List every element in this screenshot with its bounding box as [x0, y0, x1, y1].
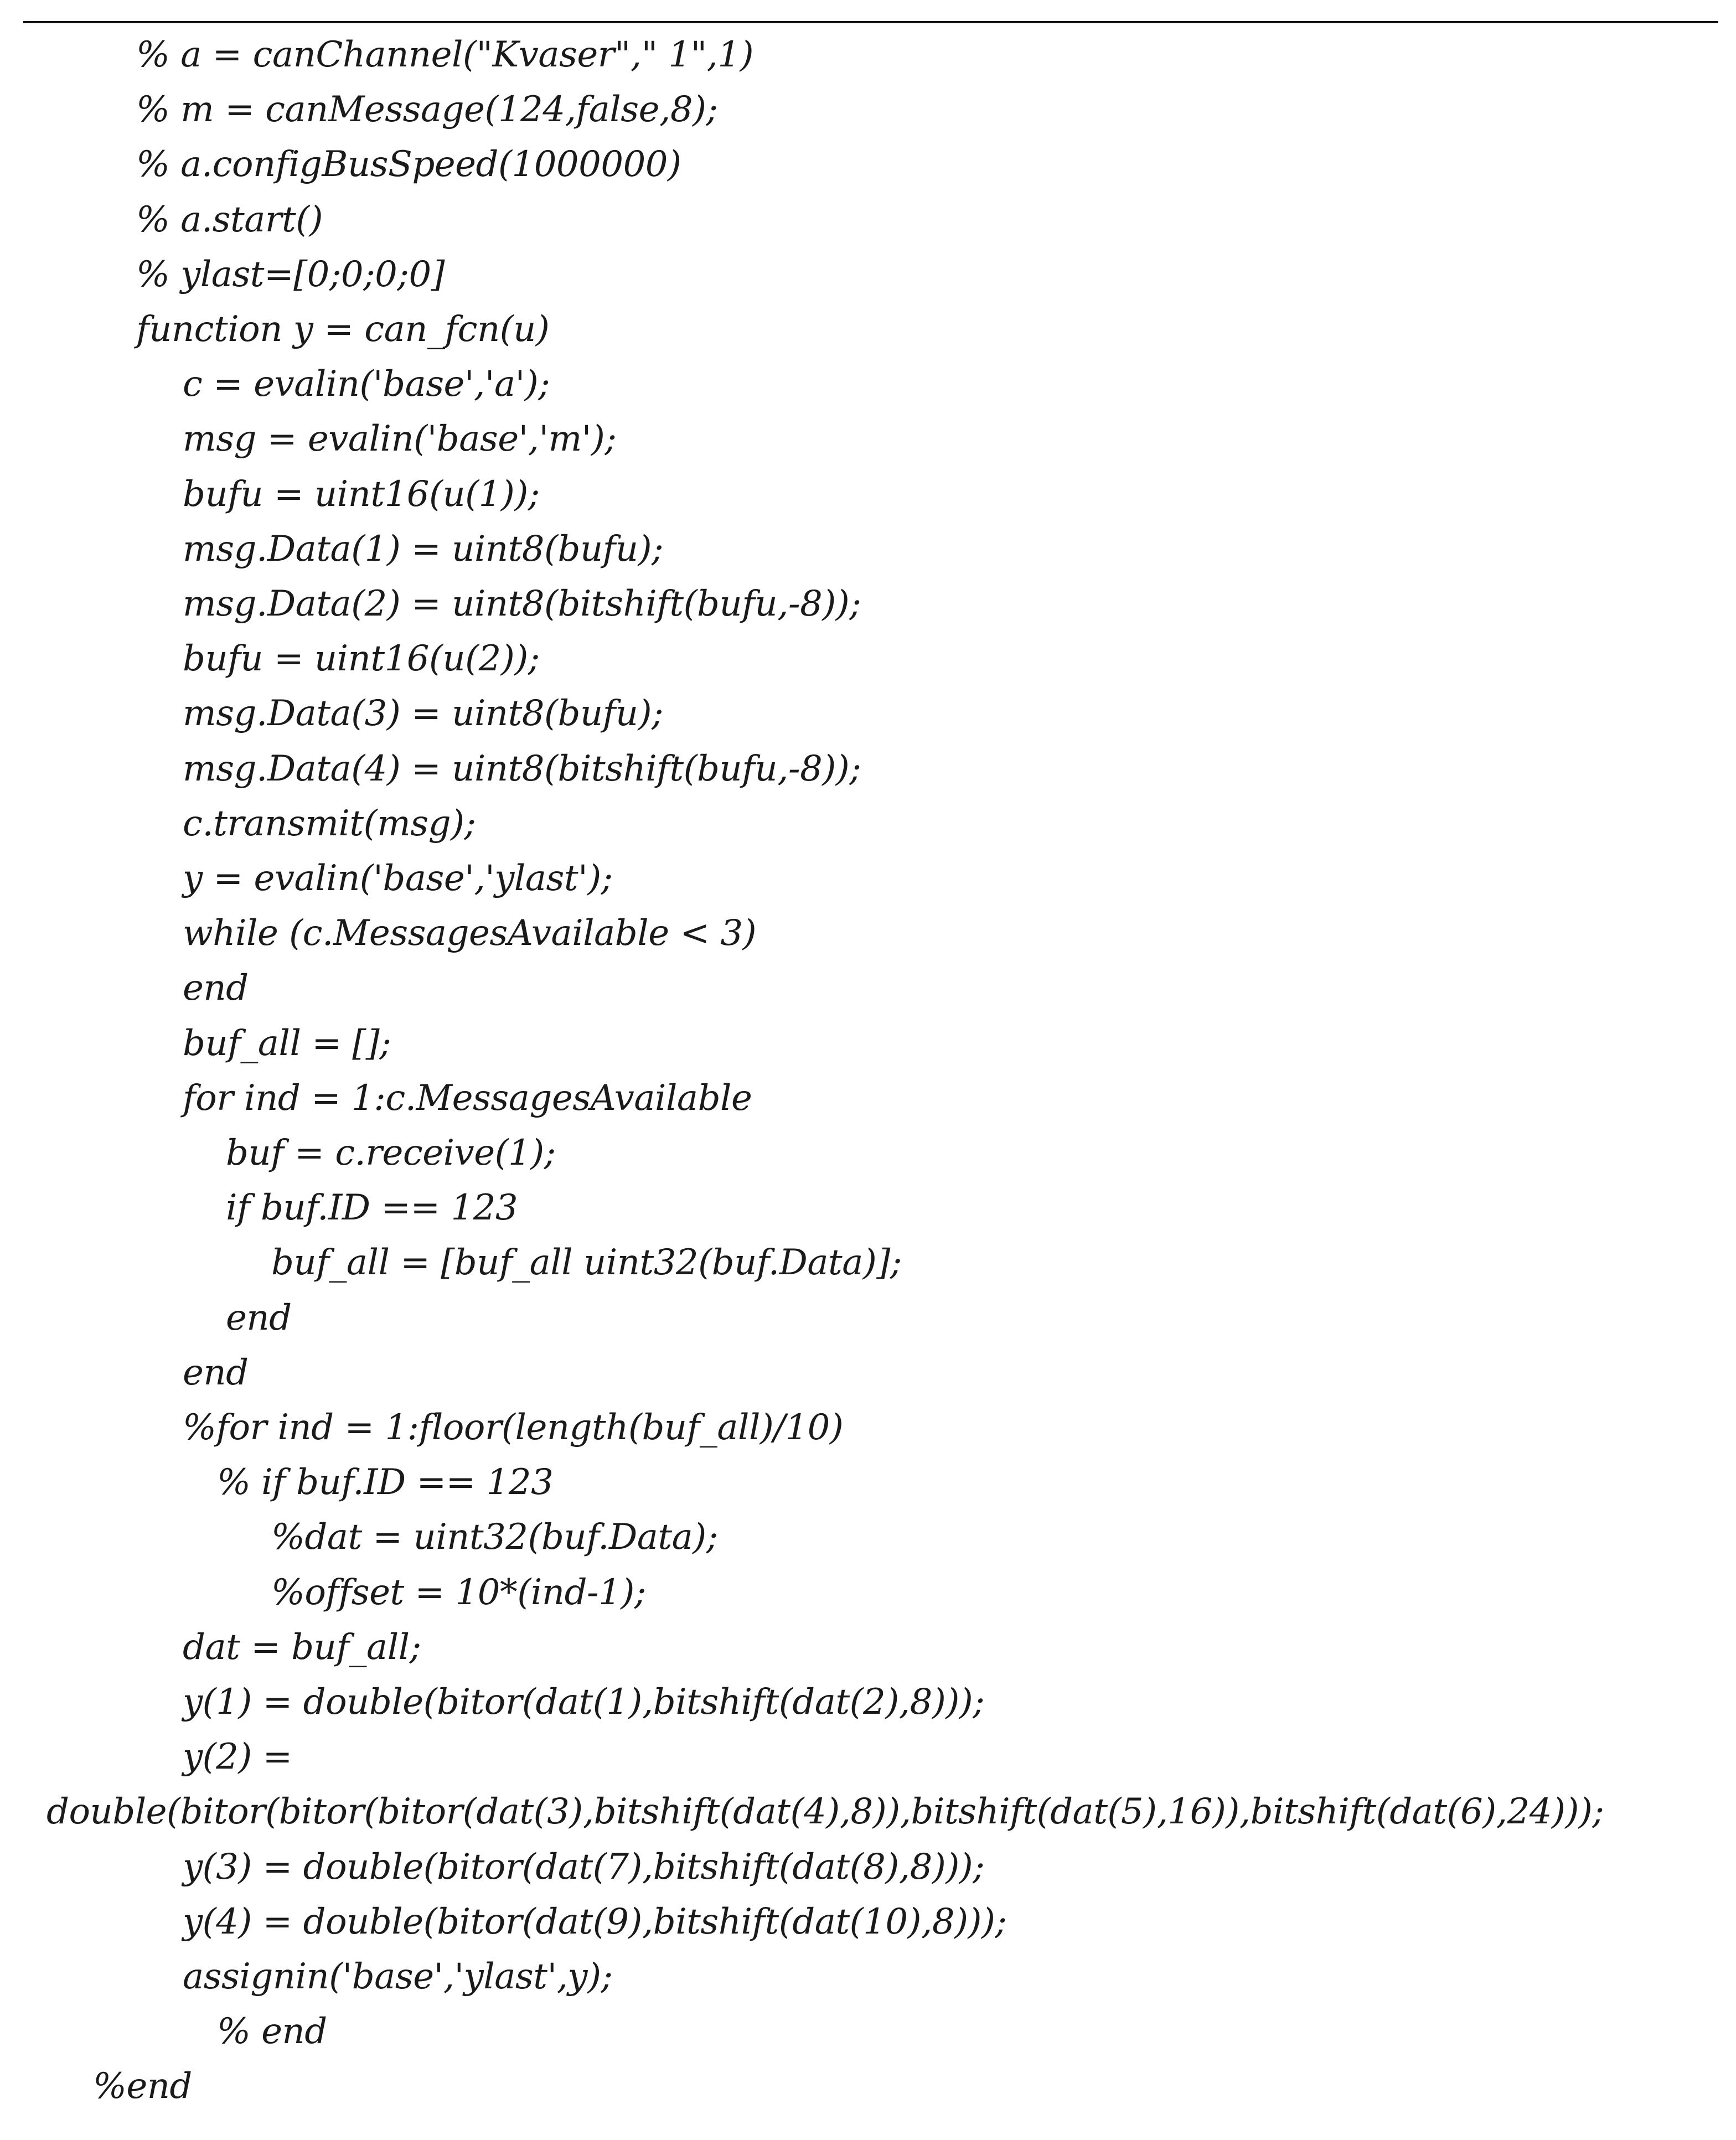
code-line: % a.start() [136, 199, 323, 240]
code-line: msg.Data(1) = uint8(bufu); [183, 528, 664, 570]
code-line: %offset = 10*(ind-1); [271, 1572, 646, 1613]
code-line: c = evalin('base','a'); [183, 364, 550, 405]
code-line: %for ind = 1:floor(length(buf_all)/10) [183, 1407, 844, 1448]
code-line: end [226, 1297, 292, 1338]
code-line: c.transmit(msg); [183, 803, 476, 844]
code-line: end [183, 968, 249, 1009]
code-line: dat = buf_all; [183, 1626, 421, 1668]
code-line: y(2) = [183, 1736, 292, 1778]
code-line: msg.Data(2) = uint8(bitshift(bufu,-8)); [183, 583, 861, 624]
code-line: end [183, 1352, 249, 1393]
code-line: assignin('base','ylast',y); [183, 1956, 613, 1997]
code-line: % end [217, 2011, 327, 2053]
code-line: bufu = uint16(u(1)); [183, 473, 540, 515]
top-rule [23, 21, 1718, 23]
code-line: bufu = uint16(u(2)); [183, 638, 540, 680]
code-line: double(bitor(bitor(bitor(dat(3),bitshift(dat(4),8)),bitshift(dat(5),16)),bitshift(dat(6),24))); [46, 1791, 1604, 1833]
code-line: buf = c.receive(1); [226, 1133, 556, 1174]
code-line: y = evalin('base','ylast'); [183, 858, 613, 899]
code-line: % a.configBusSpeed(1000000) [136, 144, 681, 185]
code-line: buf_all = [buf_all uint32(buf.Data)]; [271, 1242, 902, 1284]
code-line: while (c.MessagesAvailable < 3) [183, 913, 757, 954]
code-line: y(4) = double(bitor(dat(9),bitshift(dat(10),8))); [183, 1901, 1007, 1942]
code-line: for ind = 1:c.MessagesAvailable [183, 1077, 752, 1119]
code-line: % ylast=[0;0;0;0] [136, 254, 445, 295]
code-line: msg.Data(3) = uint8(bufu); [183, 693, 664, 735]
code-line: buf_all = []; [183, 1022, 391, 1064]
code-line: y(3) = double(bitor(dat(7),bitshift(dat(8),8))); [183, 1846, 985, 1888]
code-line: function y = can_fcn(u) [136, 309, 550, 350]
code-line: y(1) = double(bitor(dat(1),bitshift(dat(2),8))); [183, 1682, 985, 1723]
code-listing [0, 28, 1736, 2109]
code-line: %dat = uint32(buf.Data); [271, 1517, 718, 1558]
code-line: if buf.ID == 123 [226, 1187, 518, 1229]
code-line: msg.Data(4) = uint8(bitshift(bufu,-8)); [183, 748, 861, 789]
code-line: msg = evalin('base','m'); [183, 418, 617, 460]
code-line: % m = canMessage(124,false,8); [136, 89, 718, 131]
code-line: % a = canChannel("Kvaser"," 1",1) [136, 34, 754, 75]
code-line: % if buf.ID == 123 [217, 1462, 554, 1503]
code-line: %end [93, 2066, 192, 2107]
